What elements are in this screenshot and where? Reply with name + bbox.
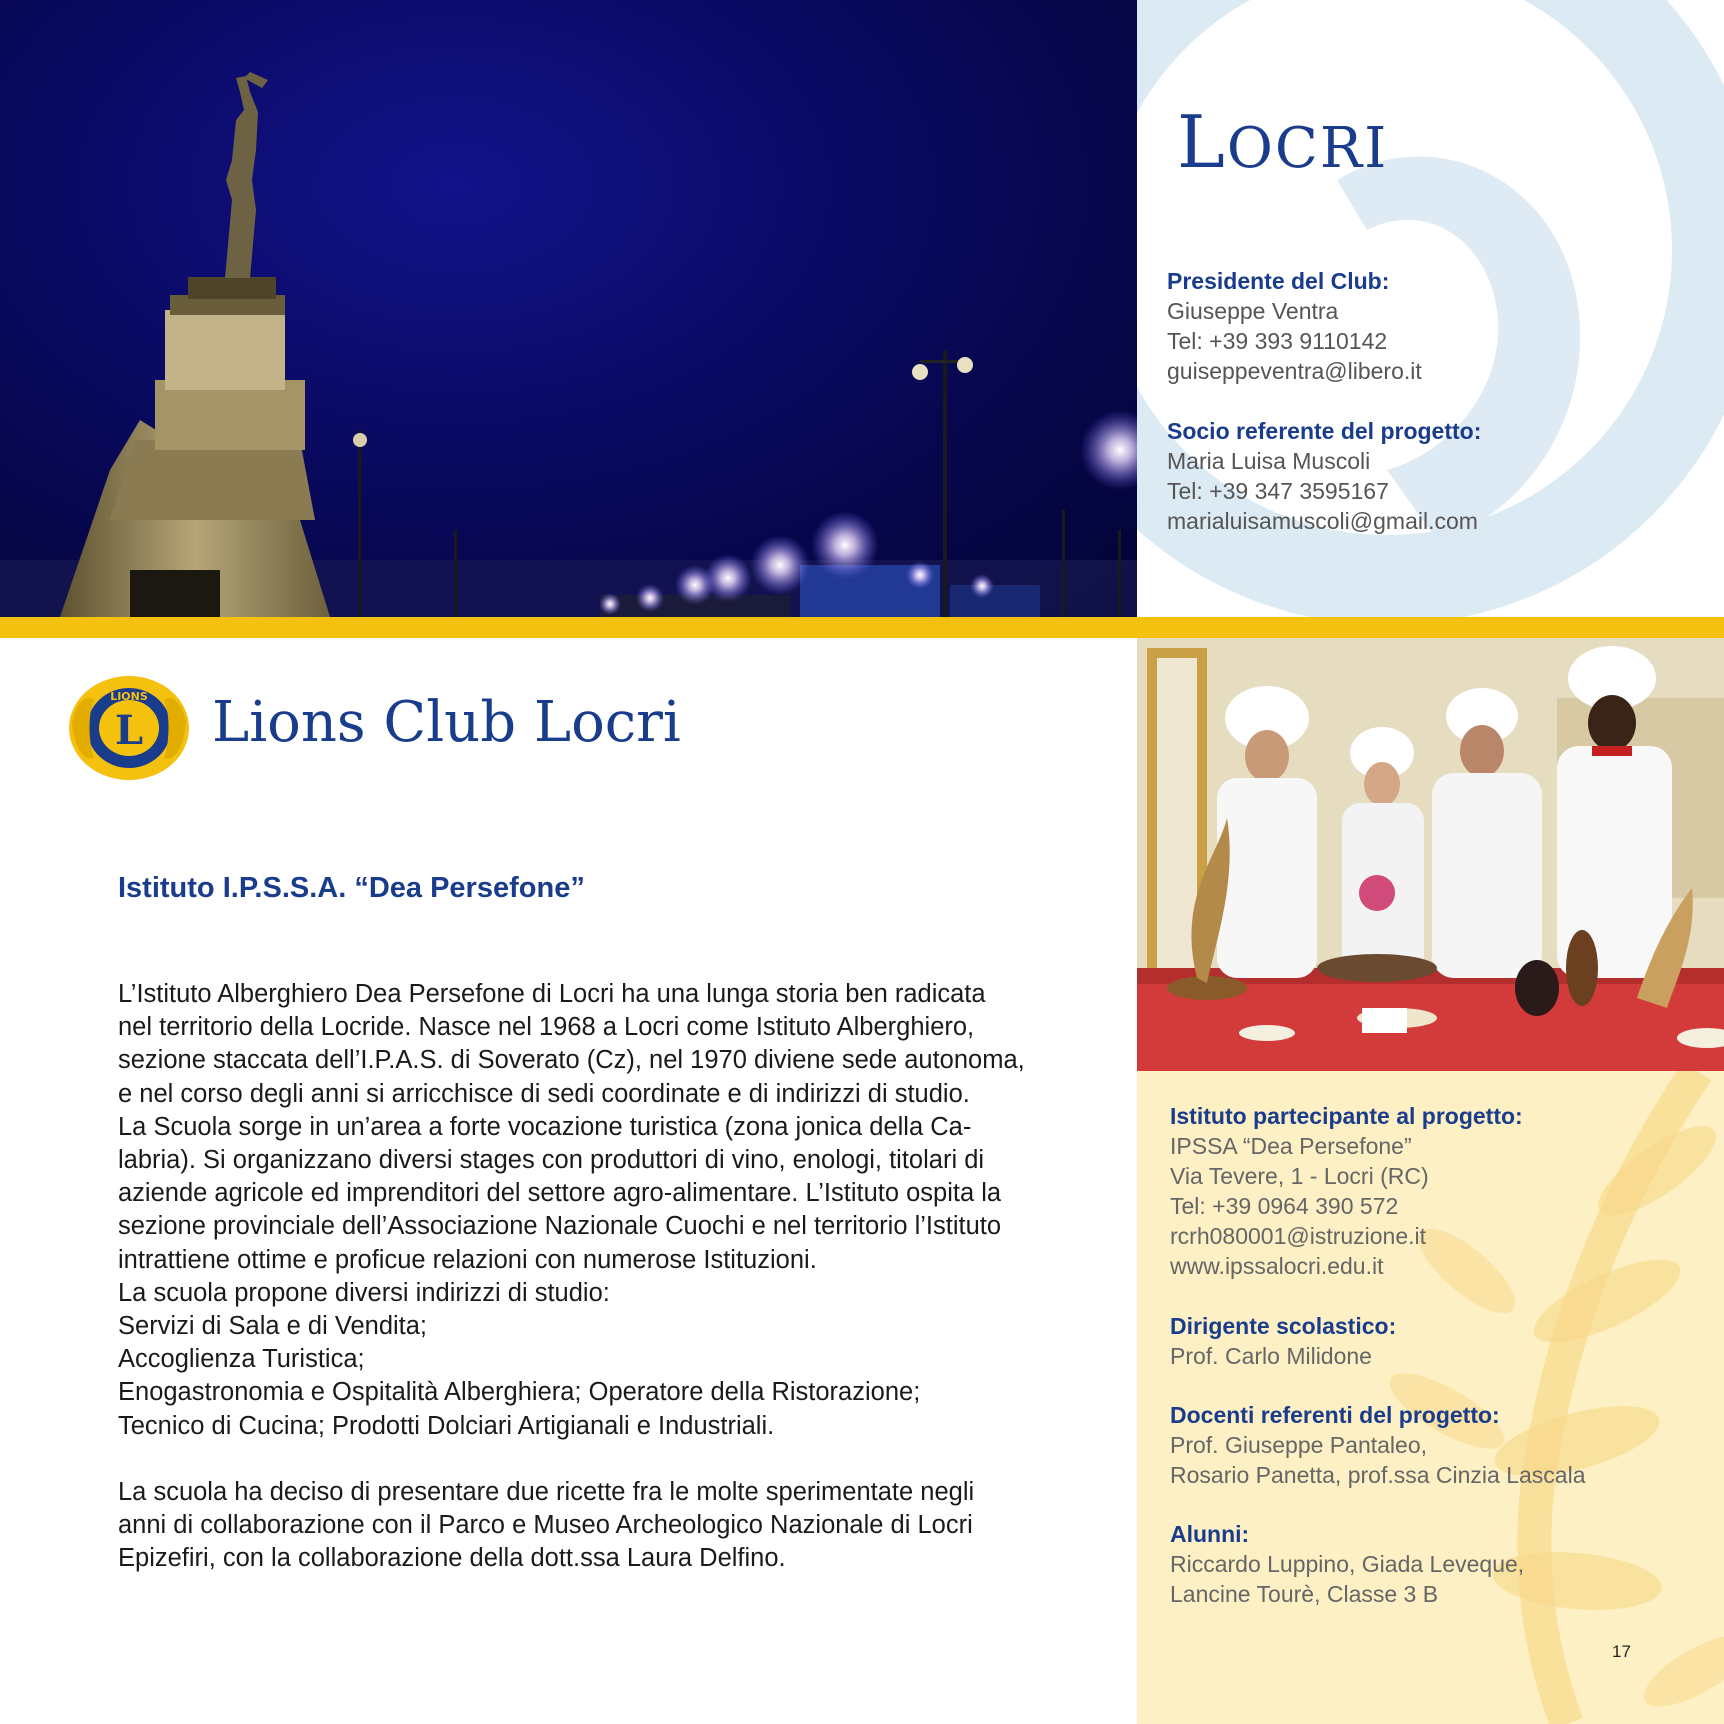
page-number: 17 [1612, 1642, 1631, 1661]
text-line: Servizi di Sala e di Vendita; [118, 1312, 428, 1341]
text-line: La scuola ha deciso di presentare due ricette fra le molte sperimentate negli [118, 1477, 975, 1506]
institute-web[interactable]: www.ipssalocri.edu.it [1170, 1253, 1384, 1279]
logo-text: LIONS [110, 690, 148, 703]
text-line: Tecnico di Cucina; Prodotti Dolciari Artigianali e Industriali. [118, 1411, 775, 1440]
club-name: Lions Club Locri [212, 690, 681, 755]
referent-contact [1167, 416, 1707, 536]
school-info-panel [1137, 1071, 1724, 1724]
chefs-photo [1137, 638, 1724, 1071]
text-line: anni di collaborazione con il Parco e Museo Archeologico Nazionale di Locri [118, 1511, 973, 1540]
president-tel: Tel: +39 393 9110142 [1167, 328, 1388, 354]
principal-info [1170, 1311, 1710, 1371]
lions-emblem-icon [66, 672, 192, 784]
text-line: Enogastronomia e Ospitalità Alberghiera; Operatore della Ristorazione; [118, 1378, 921, 1407]
president-email[interactable]: guiseppeventra@libero.it [1167, 358, 1422, 384]
hero-night-photo [0, 0, 1137, 617]
text-line: La Scuola sorge in un’area a forte vocazione turistica (zona jonica della Ca- [118, 1112, 972, 1141]
institute-email[interactable]: rcrh080001@istruzione.it [1170, 1223, 1427, 1249]
referent-name: Maria Luisa Muscoli [1167, 448, 1371, 474]
students-line: Riccardo Luppino, Giada Leveque, [1170, 1551, 1525, 1577]
text-line: aziende agricole ed imprenditori del settore agro-alimentare. L’Istituto ospita la [118, 1179, 1002, 1208]
chefs-illustration [1137, 638, 1724, 1071]
institute-address: Via Tevere, 1 - Locri (RC) [1170, 1163, 1429, 1189]
text-line: intrattiene ottime e proficue relazioni con numerose Istituzioni. [118, 1245, 817, 1274]
institute-info [1170, 1101, 1710, 1281]
logo-letter: L [114, 707, 144, 754]
text-line: L’Istituto Alberghiero Dea Persefone di Locri ha una lunga storia ben radicata [118, 980, 986, 1008]
referent-label: Socio referente del progetto: [1167, 418, 1482, 444]
text-line: Epizefiri, con la collaborazione della dott.ssa Laura Delfino. [118, 1544, 786, 1573]
description-paragraph-2 [118, 1476, 1098, 1576]
city-title: LOCRI [1177, 100, 1389, 184]
referent-tel: Tel: +39 347 3595167 [1167, 478, 1389, 504]
teachers-label: Docenti referenti del progetto: [1170, 1402, 1500, 1428]
institute-label: Istituto partecipante al progetto: [1170, 1103, 1523, 1129]
teachers-line: Rosario Panetta, prof.ssa Cinzia Lascala [1170, 1462, 1586, 1488]
students-info [1170, 1519, 1710, 1609]
president-name: Giuseppe Ventra [1167, 298, 1339, 324]
students-line: Lancine Tourè, Classe 3 B [1170, 1581, 1439, 1607]
text-line: labria). Si organizzano diversi stages con produttori di vino, enologi, titolari di [118, 1146, 985, 1175]
institute-name: IPSSA “Dea Persefone” [1170, 1133, 1412, 1159]
text-line: La scuola propone diversi indirizzi di studio: [118, 1278, 610, 1307]
teachers-line: Prof. Giuseppe Pantaleo, [1170, 1432, 1427, 1458]
institute-heading: Istituto I.P.S.S.A. “Dea Persefone” [118, 872, 585, 904]
teachers-info [1170, 1400, 1710, 1490]
text-line: Accoglienza Turistica; [118, 1345, 365, 1374]
principal-name: Prof. Carlo Milidone [1170, 1343, 1372, 1369]
lions-logo [66, 672, 192, 789]
description-paragraph-1 [118, 978, 1098, 1443]
students-label: Alunni: [1170, 1521, 1250, 1547]
text-line: sezione provinciale dell’Associazione Nazionale Cuochi e nel territorio l’Istituto [118, 1212, 1002, 1241]
president-label: Presidente del Club: [1167, 268, 1390, 294]
night-scene-illustration [0, 0, 1137, 617]
principal-label: Dirigente scolastico: [1170, 1313, 1397, 1339]
text-line: e nel corso degli anni si arricchisce di sedi coordinate e di indirizzi di studio. [118, 1079, 970, 1108]
institute-tel: Tel: +39 0964 390 572 [1170, 1193, 1399, 1219]
president-contact [1167, 266, 1707, 386]
institute-description [118, 978, 1098, 1575]
divider-band [0, 617, 1724, 638]
text-line: sezione staccata dell’I.P.A.S. di Soverato (Cz), nel 1970 diviene sede autonoma, [118, 1046, 1025, 1075]
text-line: nel territorio della Locride. Nasce nel 1968 a Locri come Istituto Alberghiero, [118, 1013, 975, 1042]
club-contact-panel [1137, 0, 1724, 617]
referent-email[interactable]: marialuisamuscoli@gmail.com [1167, 508, 1478, 534]
